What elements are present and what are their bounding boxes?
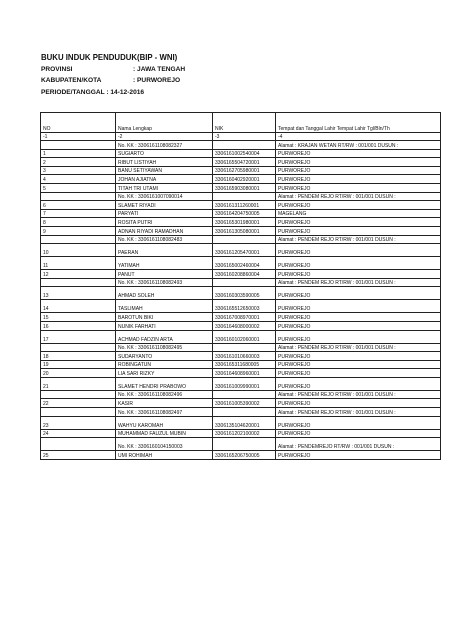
kk-empty-cell	[41, 343, 116, 352]
cell-tempat-lahir: PURWOREJO	[276, 377, 441, 390]
cell-nik: 3306162705980001	[213, 166, 276, 175]
kk-number: No. KK : 3306160104150003	[116, 438, 213, 451]
cell-nik: 3306165301980001	[213, 218, 276, 227]
table-row	[41, 287, 441, 300]
cell-no: 5	[41, 183, 116, 192]
kk-number: No. KK : 3306161108082493	[116, 278, 213, 287]
kk-empty-cell	[41, 141, 116, 150]
cell-no: 6	[41, 201, 116, 210]
cell-nik: 3306160303590005	[213, 287, 276, 300]
cell-no: 8	[41, 218, 116, 227]
cell-no: 13	[41, 287, 116, 300]
cell-no: 17	[41, 330, 116, 343]
cell-nik: 3306161205470001	[213, 244, 276, 257]
table-row	[41, 399, 441, 408]
cell-nama: AHMAD SOLEH	[116, 287, 213, 300]
cell-nik: 3306165512650003	[213, 300, 276, 313]
cell-nama: PAERAN	[116, 244, 213, 257]
table-row	[41, 209, 441, 218]
family-card-row	[41, 408, 441, 417]
kk-empty-cell	[41, 390, 116, 399]
cell-no: 16	[41, 321, 116, 330]
cell-nik: 3306164608960001	[213, 369, 276, 378]
cell-nama: UMI ROHIMAH	[116, 451, 213, 460]
kabupaten-label: KABUPATEN/KOTA	[41, 77, 102, 84]
cell-tempat-lahir: PURWOREJO	[276, 201, 441, 210]
cell-tempat-lahir: PURWOREJO	[276, 270, 441, 279]
kk-empty-cell	[213, 235, 276, 244]
cell-no: 9	[41, 226, 116, 235]
cell-nik: 3306165903080001	[213, 183, 276, 192]
family-card-row	[41, 343, 441, 352]
kk-number: No. KK : 3306161108082327	[116, 141, 213, 150]
kk-empty-cell	[41, 408, 116, 417]
table-row	[41, 369, 441, 378]
cell-nama: SLAMET HENDRI PRABOWO	[116, 377, 213, 390]
cell-nama: KASIR	[116, 399, 213, 408]
cell-nama: TITAH TRI UTAMI	[116, 183, 213, 192]
kk-address: Alamat : PENDEM REJO RT/RW : 001/001 DUSUN :	[276, 278, 441, 287]
provinsi-row	[41, 64, 189, 76]
kk-number: No. KK : 3306161108082496	[116, 390, 213, 399]
cell-nik: 3306165311680005	[213, 360, 276, 369]
kk-empty-cell	[41, 192, 116, 201]
table-row	[41, 226, 441, 235]
table-row	[41, 352, 441, 361]
cell-nama: ROSITA PUTRI	[116, 218, 213, 227]
cell-nik: 3306161305080001	[213, 226, 276, 235]
table-row	[41, 257, 441, 270]
cell-nik: 3306161311260001	[213, 201, 276, 210]
table-row	[41, 377, 441, 390]
cell-nama: SUDARYANTO	[116, 352, 213, 361]
kabupaten-row	[41, 75, 189, 87]
header-nik: NIK	[213, 113, 276, 133]
cell-tempat-lahir: PURWOREJO	[276, 300, 441, 313]
kk-empty-cell	[213, 343, 276, 352]
cell-tempat-lahir: PURWOREJO	[276, 158, 441, 167]
kk-empty-cell	[213, 390, 276, 399]
cell-nama: YATIMAH	[116, 257, 213, 270]
kk-empty-cell	[41, 278, 116, 287]
cell-nama: MUHAMMAD FAUZUL MUBIN	[116, 429, 213, 438]
cell-no: 24	[41, 429, 116, 438]
index-no: -1	[41, 133, 116, 141]
kk-number: No. KK : 3306161108082497	[116, 408, 213, 417]
cell-no: 19	[41, 360, 116, 369]
table-row	[41, 321, 441, 330]
kk-number: No. KK : 3306161108082495	[116, 343, 213, 352]
kk-empty-cell	[213, 278, 276, 287]
table-header-row	[41, 113, 441, 133]
cell-tempat-lahir: PURWOREJO	[276, 313, 441, 322]
family-card-row	[41, 438, 441, 451]
cell-tempat-lahir: PURWOREJO	[276, 183, 441, 192]
cell-nama: PARYATI	[116, 209, 213, 218]
cell-nama: TASLIMAH	[116, 300, 213, 313]
cell-no: 23	[41, 416, 116, 429]
cell-no: 22	[41, 399, 116, 408]
table-row	[41, 313, 441, 322]
cell-tempat-lahir: PURWOREJO	[276, 352, 441, 361]
cell-nama: BANU SETIYAWAN	[116, 166, 213, 175]
cell-nama: RIBUT LISTIYAH	[116, 158, 213, 167]
kk-empty-cell	[213, 192, 276, 201]
kk-empty-cell	[41, 438, 116, 451]
cell-nik: 3306160208860004	[213, 270, 276, 279]
cell-nama: BAROTUN BIKI	[116, 313, 213, 322]
cell-nama: NUNIK FARHATI	[116, 321, 213, 330]
table-row	[41, 183, 441, 192]
cell-nama: ADNAN RIYADI RAMADHAN	[116, 226, 213, 235]
cell-tempat-lahir: MAGELANG	[276, 209, 441, 218]
cell-no: 12	[41, 270, 116, 279]
cell-nik: 3306161005390002	[213, 399, 276, 408]
kk-address: Alamat : PENDEM REJO RT/RW : 001/001 DUSUN :	[276, 343, 441, 352]
table-row	[41, 158, 441, 167]
kk-address: Alamat : PENDEM REJO RT/RW : 001/001 DUSUN :	[276, 408, 441, 417]
cell-nama: ACHMAD FADZIN ARTA	[116, 330, 213, 343]
cell-tempat-lahir: PURWOREJO	[276, 166, 441, 175]
table-row	[41, 218, 441, 227]
index-nik: -3	[213, 133, 276, 141]
cell-no: 11	[41, 257, 116, 270]
kk-number: No. KK : 3306161108082483	[116, 235, 213, 244]
cell-tempat-lahir: PURWOREJO	[276, 330, 441, 343]
header-nama: Nama Lengkap	[116, 113, 213, 133]
resident-register-table	[40, 112, 441, 460]
family-card-row	[41, 235, 441, 244]
kk-empty-cell	[41, 235, 116, 244]
table-row	[41, 429, 441, 438]
cell-tempat-lahir: PURWOREJO	[276, 218, 441, 227]
family-card-row	[41, 390, 441, 399]
cell-nik: 3306164608000002	[213, 321, 276, 330]
cell-nik: 3306161002540004	[213, 149, 276, 158]
kk-empty-cell	[213, 141, 276, 150]
cell-nik: 3306135104620001	[213, 416, 276, 429]
table-row	[41, 201, 441, 210]
cell-nik: 3306161009990001	[213, 377, 276, 390]
cell-nik: 3306160402920001	[213, 175, 276, 184]
document-header	[41, 52, 189, 98]
cell-nama: JOHAN AJIATNA	[116, 175, 213, 184]
cell-no: 3	[41, 166, 116, 175]
kk-number: No. KK : 3306161007090014	[116, 192, 213, 201]
cell-tempat-lahir: PURWOREJO	[276, 175, 441, 184]
cell-tempat-lahir: PURWOREJO	[276, 226, 441, 235]
table-row	[41, 416, 441, 429]
cell-nama: WAHYU KAROMAH	[116, 416, 213, 429]
cell-nik: 3306165504720001	[213, 158, 276, 167]
cell-no: 20	[41, 369, 116, 378]
cell-tempat-lahir: PURWOREJO	[276, 369, 441, 378]
kk-address: Alamat : KRAJAN WETAN RT/RW : 001/001 DUSUN :	[276, 141, 441, 150]
cell-tempat-lahir: PURWOREJO	[276, 360, 441, 369]
cell-tempat-lahir: PURWOREJO	[276, 451, 441, 460]
kk-address: Alamat : PENDEM REJO RT/RW : 001/001 DUSUN :	[276, 235, 441, 244]
cell-no: 2	[41, 158, 116, 167]
cell-tempat-lahir: PURWOREJO	[276, 287, 441, 300]
cell-no: 10	[41, 244, 116, 257]
document-title: BUKU INDUK PENDUDUK(BIP - WNI)	[41, 52, 178, 62]
cell-no: 21	[41, 377, 116, 390]
cell-tempat-lahir: PURWOREJO	[276, 321, 441, 330]
kk-empty-cell	[213, 438, 276, 451]
column-index-row	[41, 133, 441, 141]
kk-address: Alamat : PENDEM REJO RT/RW : 001/001 DUSUN :	[276, 390, 441, 399]
cell-tempat-lahir: PURWOREJO	[276, 257, 441, 270]
cell-tempat-lahir: PURWOREJO	[276, 399, 441, 408]
kk-address: Alamat : PENDEMREJO RT/RW : 001/001 DUSUN :	[276, 438, 441, 451]
table-row	[41, 451, 441, 460]
cell-nik: 3306164204750005	[213, 209, 276, 218]
cell-nik: 3306161202100002	[213, 429, 276, 438]
cell-nik: 3306167008970001	[213, 313, 276, 322]
table-row	[41, 244, 441, 257]
family-card-row	[41, 192, 441, 201]
cell-tempat-lahir: PURWOREJO	[276, 416, 441, 429]
kabupaten-value: : PURWOREJO	[133, 77, 181, 84]
family-card-row	[41, 141, 441, 150]
index-nama: -2	[116, 133, 213, 141]
kk-empty-cell	[213, 408, 276, 417]
header-tempat-lahir: Tempat dan Tanggal Lahir Tempat Lahir Tgl/Bln/Th	[276, 113, 441, 133]
cell-nama: ROBINGATUN	[116, 360, 213, 369]
cell-nik: 3306165002460004	[213, 257, 276, 270]
table-row	[41, 175, 441, 184]
cell-no: 18	[41, 352, 116, 361]
table-row	[41, 300, 441, 313]
table-row	[41, 330, 441, 343]
kk-address: Alamat : PENDEM REJO RT/RW : 001/001 DUSUN :	[276, 192, 441, 201]
provinsi-value: : JAWA TENGAH	[133, 65, 186, 73]
cell-nama: PANUT	[116, 270, 213, 279]
provinsi-label: PROVINSI	[41, 65, 73, 73]
cell-tempat-lahir: PURWOREJO	[276, 149, 441, 158]
index-tempat: -4	[276, 133, 441, 141]
table-row	[41, 360, 441, 369]
cell-no: 15	[41, 313, 116, 322]
cell-nama: SLAMET RIYADI	[116, 201, 213, 210]
cell-nik: 3306161010660003	[213, 352, 276, 361]
family-card-row	[41, 278, 441, 287]
table-row	[41, 270, 441, 279]
cell-no: 4	[41, 175, 116, 184]
cell-tempat-lahir: PURWOREJO	[276, 429, 441, 438]
cell-tempat-lahir: PURWOREJO	[276, 244, 441, 257]
cell-nik: 3306165206750005	[213, 451, 276, 460]
cell-nama: SUGIARTO	[116, 149, 213, 158]
header-no: NO	[41, 113, 116, 133]
cell-no: 14	[41, 300, 116, 313]
cell-nik: 3306160102060001	[213, 330, 276, 343]
table-row	[41, 149, 441, 158]
cell-no: 1	[41, 149, 116, 158]
cell-no: 25	[41, 451, 116, 460]
table-row	[41, 166, 441, 175]
cell-no: 7	[41, 209, 116, 218]
cell-nama: LIA SARI RIZKY	[116, 369, 213, 378]
periode-row: PERIODE/TANGGAL : 14-12-2016	[41, 88, 145, 96]
